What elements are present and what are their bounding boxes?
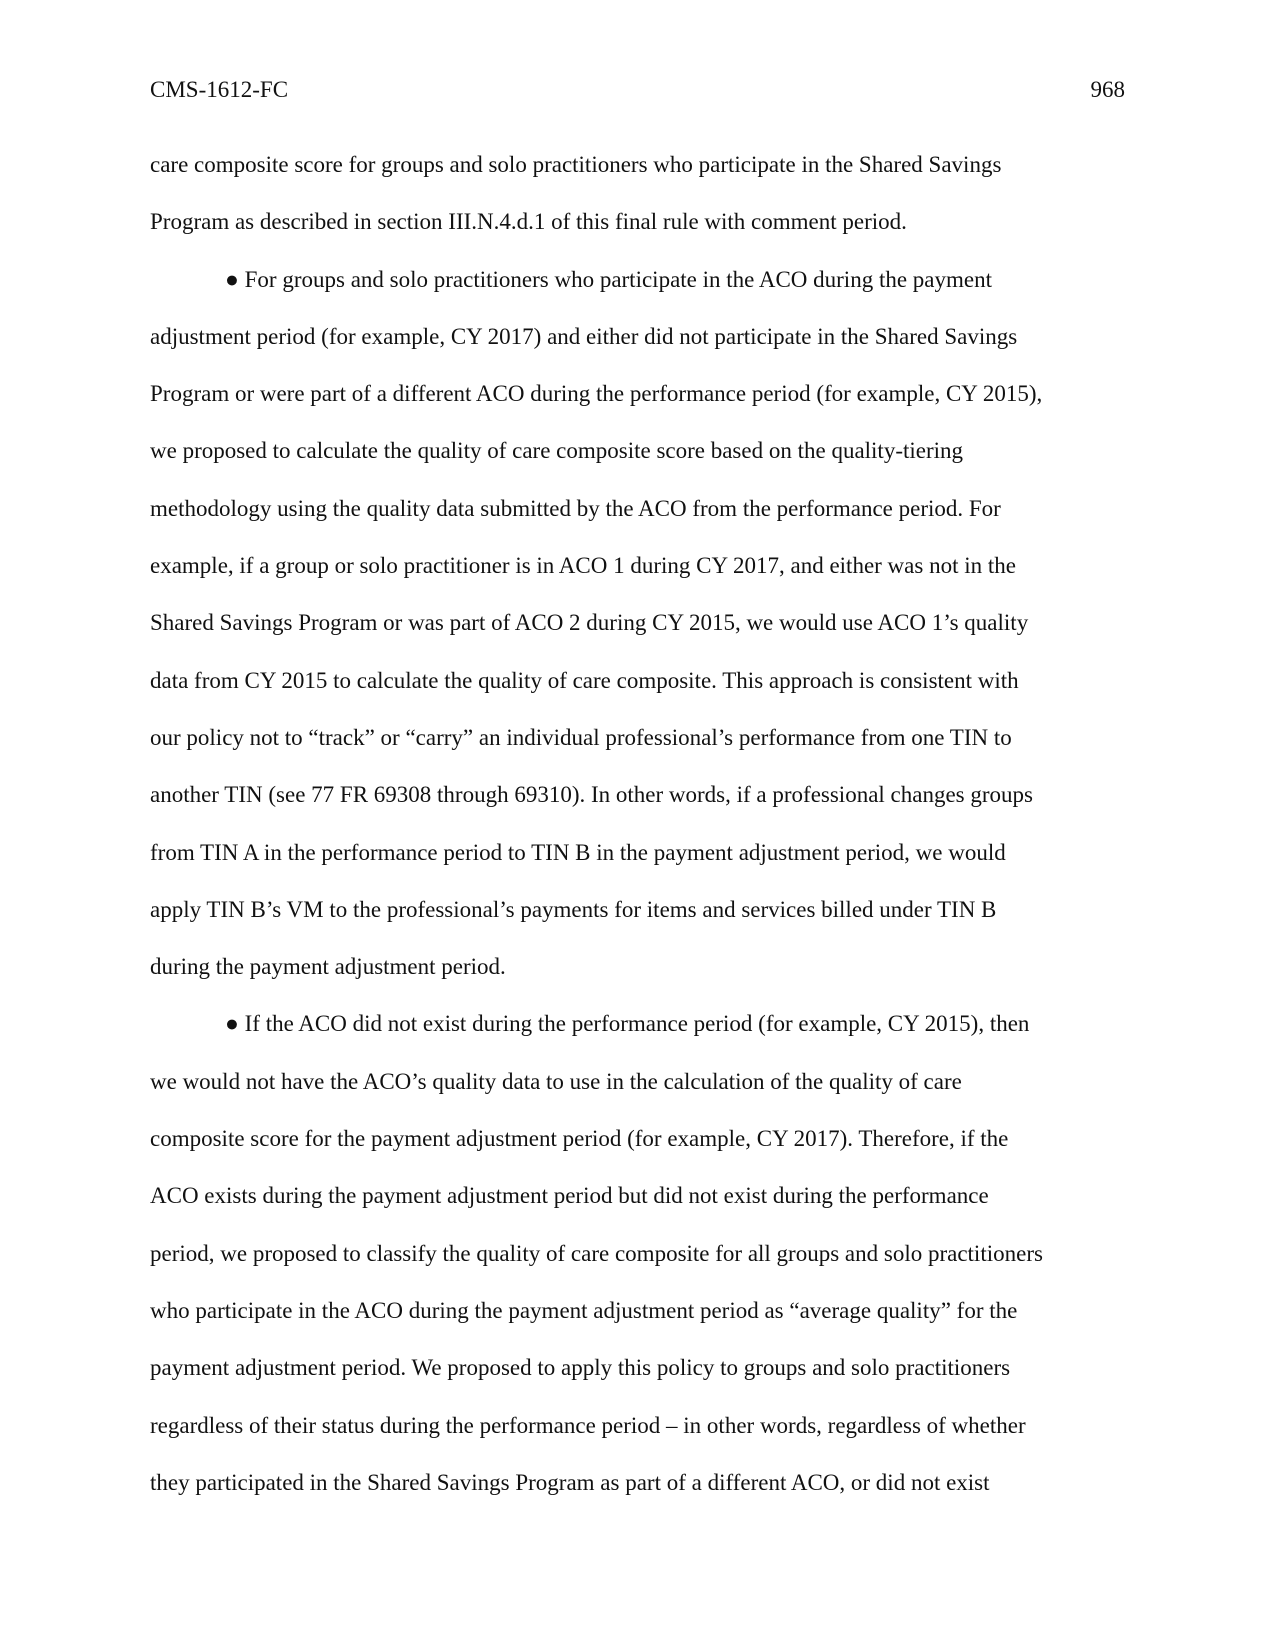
- text-line: we proposed to calculate the quality of care composite score based on the quality-tiering: [150, 438, 964, 464]
- text-line: from TIN A in the performance period to TIN B in the payment adjustment period, we would: [150, 839, 1006, 865]
- text-line: Program as described in section III.N.4.d.1 of this final rule with comment period.: [150, 209, 907, 235]
- text-line: payment adjustment period. We proposed to apply this policy to groups and solo practitioners: [150, 1355, 1011, 1381]
- page-number: 968: [1090, 77, 1125, 102]
- text-line: Program or were part of a different ACO during the performance period (for example, CY 2015),: [150, 381, 1043, 407]
- text-line: during the payment adjustment period.: [150, 954, 506, 980]
- text-line: ACO exists during the payment adjustment period but did not exist during the performance: [150, 1183, 989, 1209]
- body-text: [150, 151, 1140, 1526]
- text-line: period, we proposed to classify the quality of care composite for all groups and solo practitioners: [150, 1240, 1043, 1266]
- text-line: another TIN (see 77 FR 69308 through 69310). In other words, if a professional changes groups: [150, 782, 1033, 808]
- text-line: composite score for the payment adjustment period (for example, CY 2017). Therefore, if the: [150, 1126, 1009, 1152]
- text-line: regardless of their status during the performance period – in other words, regardless of whether: [150, 1412, 1026, 1438]
- text-line: we would not have the ACO’s quality data to use in the calculation of the quality of care: [150, 1068, 962, 1094]
- text-line: methodology using the quality data submitted by the ACO from the performance period. For: [150, 495, 1001, 521]
- text-line: example, if a group or solo practitioner is in ACO 1 during CY 2017, and either was not in the: [150, 553, 1016, 579]
- text-line: Shared Savings Program or was part of ACO 2 during CY 2015, we would use ACO 1’s quality: [150, 610, 1029, 636]
- bullet-item-line: ● If the ACO did not exist during the performance period (for example, CY 2015), then: [225, 1011, 1030, 1037]
- text-line: they participated in the Shared Savings Program as part of a different ACO, or did not exist: [150, 1469, 990, 1495]
- text-line: adjustment period (for example, CY 2017) and either did not participate in the Shared Savings: [150, 323, 1018, 349]
- text-line: apply TIN B’s VM to the professional’s payments for items and services billed under TIN B: [150, 896, 997, 922]
- text-line: data from CY 2015 to calculate the quality of care composite. This approach is consistent with: [150, 667, 1019, 693]
- text-line: who participate in the ACO during the payment adjustment period as “average quality” for the: [150, 1297, 1018, 1323]
- text-line: our policy not to “track” or “carry” an individual professional’s performance from one TIN to: [150, 724, 1012, 750]
- text-line: care composite score for groups and solo practitioners who participate in the Shared Savings: [150, 152, 1002, 177]
- document-id: CMS-1612-FC: [150, 77, 289, 102]
- bullet-item-line: ● For groups and solo practitioners who participate in the ACO during the payment: [225, 266, 992, 292]
